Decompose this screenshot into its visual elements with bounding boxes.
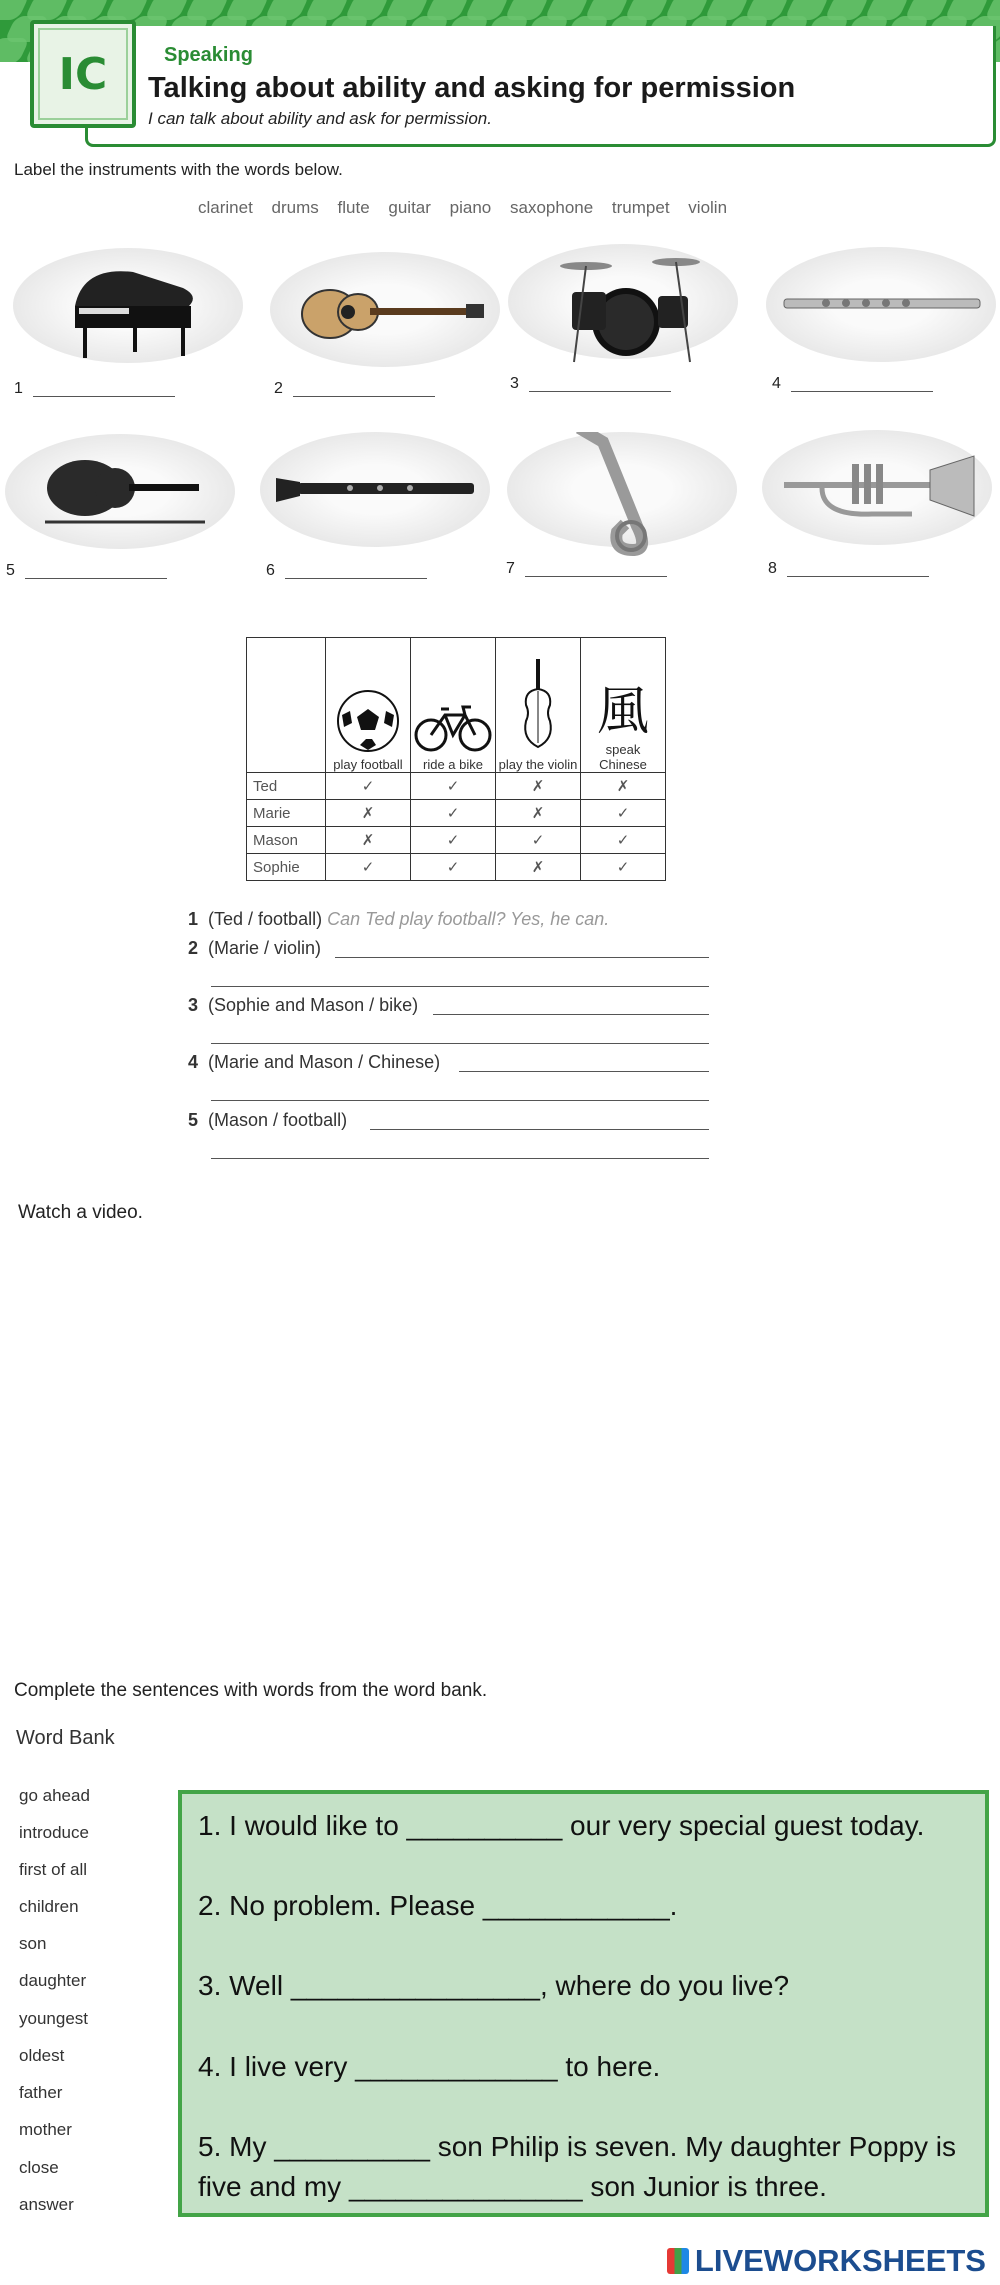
liveworksheets-logo-icon: [667, 2248, 689, 2274]
word-bank-item[interactable]: first of all: [19, 1860, 88, 1879]
word-bank-item[interactable]: children: [19, 1897, 79, 1916]
footer-brand: [667, 2243, 986, 2279]
flute-icon: [766, 247, 996, 362]
exercise1-instruction: Label the instruments with the words below.: [14, 160, 343, 179]
sentence-box: [178, 1790, 989, 2217]
word: guitar: [388, 198, 431, 217]
table-cell: ✓: [581, 800, 666, 827]
word-bank-item[interactable]: son: [19, 1934, 47, 1953]
row-name: Marie: [247, 800, 326, 827]
question-4: [188, 1052, 440, 1073]
exercise3-instruction: Complete the sentences with words from the word bank.: [14, 1680, 488, 1701]
answer-line[interactable]: [335, 957, 709, 958]
table-cell: ✗: [326, 827, 411, 854]
label-number: 2: [274, 380, 283, 397]
table-cell: ✓: [411, 773, 496, 800]
question-number: 1: [188, 909, 199, 929]
question-2: [188, 938, 321, 959]
column-header: [411, 638, 496, 773]
table-cell: ✓: [581, 854, 666, 881]
saxophone-image: [507, 432, 737, 547]
violin-image: [5, 434, 235, 549]
word: saxophone: [510, 198, 594, 217]
answer-line[interactable]: [25, 578, 167, 579]
answer-line[interactable]: [525, 576, 667, 577]
video-area[interactable]: [14, 1232, 984, 1632]
drums-image: [508, 244, 738, 359]
banner-tile: [0, 38, 30, 62]
sentence-5[interactable]: 5. My __________ son Philip is seven. My daughter Poppy is five and my _______________ son Junior is three.: [198, 2131, 957, 2202]
label-number: 4: [772, 375, 781, 392]
word-bank-item[interactable]: oldest: [19, 2046, 65, 2065]
word: violin: [688, 198, 728, 217]
question-prompt: (Marie and Mason / Chinese): [208, 1052, 441, 1072]
unit-badge-label: IC: [58, 48, 108, 100]
example-answer: Can Ted play football? Yes, he can.: [327, 909, 610, 929]
label-number: 7: [506, 560, 515, 577]
question-1: [188, 909, 609, 930]
row-name: Sophie: [247, 854, 326, 881]
chinese-character: 風: [596, 682, 649, 742]
flute-image: [766, 247, 996, 362]
question-prompt: (Ted / football): [208, 909, 323, 929]
word-bank-title: Word Bank: [16, 1727, 115, 1749]
column-header: [496, 638, 581, 773]
question-number: 3: [188, 995, 199, 1015]
row-name: Ted: [247, 773, 326, 800]
table-cell: ✓: [411, 854, 496, 881]
table-cell: ✗: [326, 800, 411, 827]
answer-line[interactable]: [211, 1100, 709, 1101]
column-label: ride a bike: [423, 757, 483, 772]
word-bank-item[interactable]: daughter: [19, 1971, 87, 1990]
video-label: Watch a video.: [18, 1202, 143, 1223]
brand-text: LIVEWORKSHEETS: [694, 2243, 986, 2278]
table-cell: ✓: [411, 827, 496, 854]
label-number: 8: [768, 560, 777, 577]
column-header: [581, 638, 666, 773]
label-number: 6: [266, 562, 275, 579]
word-bank-item[interactable]: close: [19, 2158, 59, 2177]
word: flute: [337, 198, 370, 217]
answer-line[interactable]: [211, 986, 709, 987]
answer-line[interactable]: [285, 578, 427, 579]
word-bank-item[interactable]: answer: [19, 2195, 74, 2214]
trumpet-image: [762, 430, 992, 545]
word: trumpet: [611, 198, 670, 217]
word-bank-item[interactable]: father: [19, 2083, 63, 2102]
label-number: 1: [14, 380, 23, 397]
table-cell: ✓: [496, 827, 581, 854]
word-bank-item[interactable]: introduce: [19, 1823, 89, 1842]
violin-icon: [5, 434, 235, 549]
answer-line[interactable]: [787, 576, 929, 577]
label-number: 5: [6, 562, 15, 579]
word-bank-item[interactable]: youngest: [19, 2009, 88, 2028]
column-label: speak Chinese: [599, 742, 647, 772]
table-cell: ✓: [581, 827, 666, 854]
piano-icon: [13, 248, 243, 363]
question-prompt: (Marie / violin): [208, 938, 322, 958]
answer-line[interactable]: [211, 1158, 709, 1159]
word-bank-item[interactable]: mother: [19, 2120, 72, 2139]
page-title: Talking about ability and asking for permission: [148, 72, 796, 104]
sentence-3[interactable]: 3. Well ________________, where do you live?: [198, 1970, 790, 2001]
answer-line[interactable]: [459, 1071, 709, 1072]
sentence-4[interactable]: 4. I live very _____________ to here.: [198, 2051, 661, 2082]
column-label: play football: [333, 757, 403, 772]
word: piano: [449, 198, 492, 217]
word-bank-item[interactable]: go ahead: [19, 1786, 90, 1805]
table-corner: [247, 638, 326, 773]
table-cell: ✓: [326, 773, 411, 800]
word: clarinet: [198, 198, 253, 217]
answer-line[interactable]: [433, 1014, 709, 1015]
word-list: [198, 198, 741, 218]
answer-line[interactable]: [293, 396, 435, 397]
column-label: play the violin: [498, 757, 578, 772]
guitar-image: [270, 252, 500, 367]
trumpet-icon: [762, 430, 992, 545]
table-cell: ✓: [326, 854, 411, 881]
unit-badge: [30, 20, 136, 128]
sentence-1[interactable]: 1. I would like to __________ our very special guest today.: [198, 1810, 925, 1841]
table-cell: ✗: [496, 800, 581, 827]
bike-icon: [413, 697, 493, 753]
question-prompt: (Mason / football): [208, 1110, 348, 1130]
question-number: 2: [188, 938, 199, 958]
violin-icon: [518, 657, 558, 753]
table-cell: ✗: [496, 854, 581, 881]
clarinet-icon: [260, 432, 490, 547]
football-icon: [336, 689, 400, 753]
piano-image: [13, 248, 243, 363]
answer-line[interactable]: [529, 391, 671, 392]
section-tag: Speaking: [148, 40, 274, 70]
label-number: 3: [510, 375, 519, 392]
clarinet-image: [260, 432, 490, 547]
drums-icon: [508, 244, 738, 369]
question-number: 5: [188, 1110, 199, 1130]
sentence-2[interactable]: 2. No problem. Please ____________.: [198, 1890, 678, 1921]
saxophone-icon: [507, 432, 737, 557]
page-subtitle: I can talk about ability and ask for permission.: [148, 109, 492, 128]
question-3: [188, 995, 418, 1016]
answer-line[interactable]: [211, 1043, 709, 1044]
question-5: [188, 1110, 347, 1131]
question-prompt: (Sophie and Mason / bike): [208, 995, 419, 1015]
table-cell: ✓: [411, 800, 496, 827]
table-cell: ✗: [581, 773, 666, 800]
word: drums: [271, 198, 319, 217]
column-header: [326, 638, 411, 773]
table-cell: ✗: [496, 773, 581, 800]
answer-line[interactable]: [33, 396, 175, 397]
answer-line[interactable]: [791, 391, 933, 392]
answer-line[interactable]: [370, 1129, 709, 1130]
ability-table: [246, 637, 666, 881]
question-number: 4: [188, 1052, 199, 1072]
guitar-icon: [270, 252, 500, 367]
row-name: Mason: [247, 827, 326, 854]
